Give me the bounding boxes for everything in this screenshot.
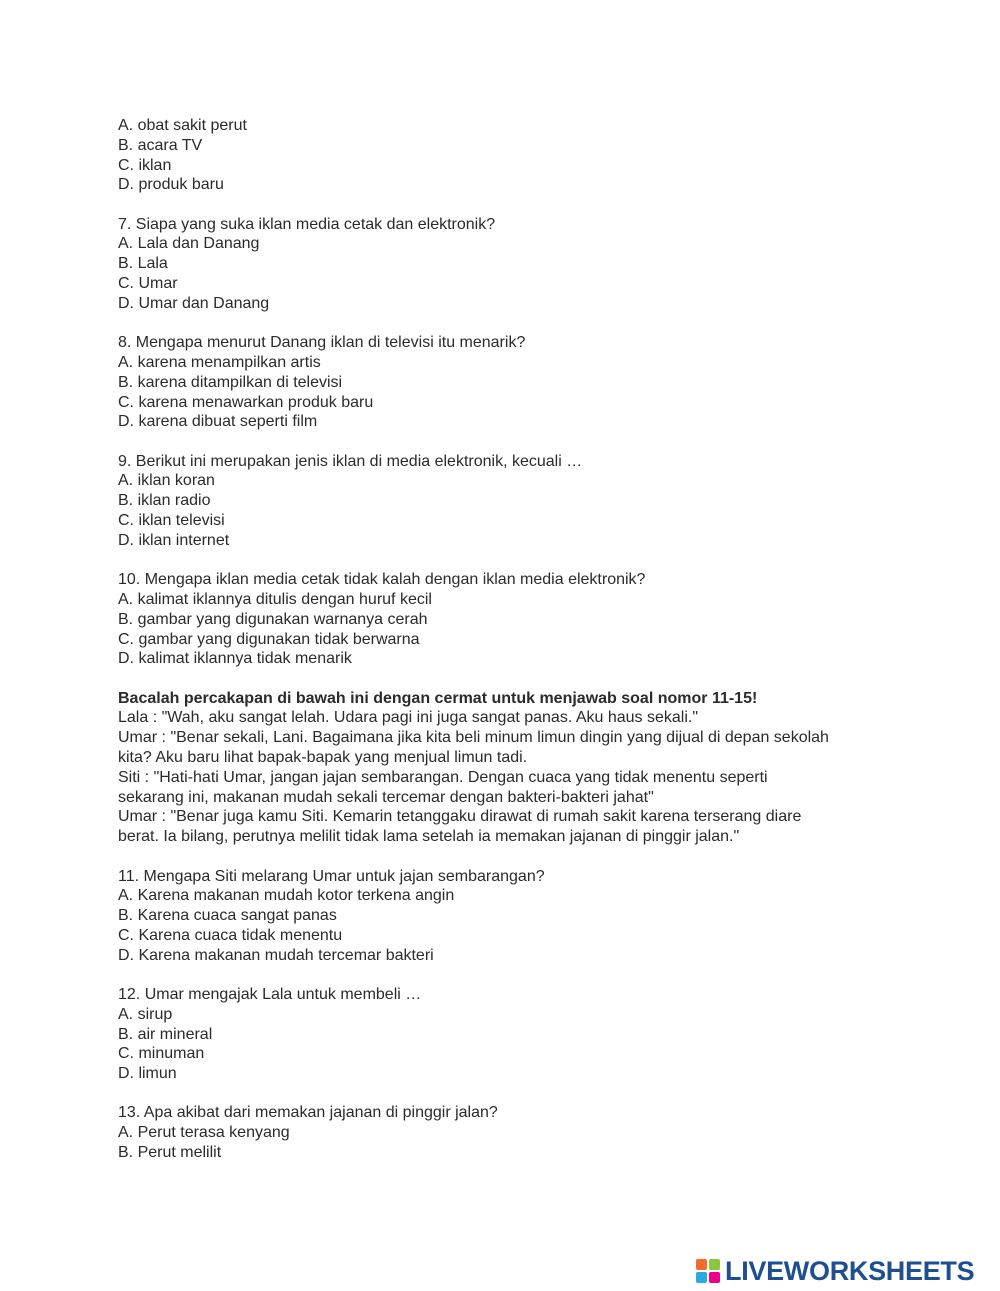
option-a: A. Lala dan Danang: [118, 235, 260, 253]
option-b: B. air mineral: [118, 1025, 213, 1043]
option-q6-a: A. obat sakit perut: [118, 117, 247, 134]
question-9: [118, 452, 888, 551]
question-11: [118, 867, 888, 966]
passage-line: kita? Aku baru lihat bapak-bapak yang menjual limun tadi.: [118, 749, 528, 767]
passage-line: berat. Ia bilang, perutnya melilit tidak lama setelah ia memakan jajanan di pinggir jalan.": [118, 828, 740, 846]
option-a: A. iklan koran: [118, 472, 215, 490]
passage: [118, 689, 888, 847]
option-c: C. Karena cuaca tidak menentu: [118, 926, 343, 944]
liveworksheets-logo-icon: [696, 1259, 720, 1283]
question-7: [118, 215, 888, 314]
option-b: B. iklan radio: [118, 492, 211, 510]
option-d: D. karena dibuat seperti film: [118, 413, 318, 431]
option-c: C. Umar: [118, 275, 178, 293]
option-c: C. minuman: [118, 1045, 205, 1063]
worksheet-content: [118, 116, 888, 1163]
question-text: 11. Mengapa Siti melarang Umar untuk jajan sembarangan?: [118, 867, 545, 885]
option-d: D. Karena makanan mudah tercemar bakteri: [118, 946, 434, 964]
passage-heading: Bacalah percakapan di bawah ini dengan cermat untuk menjawab soal nomor 11-15!: [118, 689, 758, 707]
passage-line: Umar : "Benar sekali, Lani. Bagaimana jika kita beli minum limun dingin yang dijual di depan sekolah: [118, 729, 829, 747]
question-text: 13. Apa akibat dari memakan jajanan di pinggir jalan?: [118, 1104, 498, 1122]
question-12: [118, 985, 888, 1084]
option-d: D. kalimat iklannya tidak menarik: [118, 650, 352, 668]
option-b: B. Perut melilit: [118, 1144, 222, 1162]
question-text: 10. Mengapa iklan media cetak tidak kalah dengan iklan media elektronik?: [118, 571, 646, 589]
option-b: B. gambar yang digunakan warnanya cerah: [118, 610, 428, 628]
passage-line: sekarang ini, makanan mudah sekali tercemar dengan bakteri-bakteri jahat": [118, 788, 654, 806]
option-q6-d: D. produk baru: [118, 176, 224, 194]
option-c: C. karena menawarkan produk baru: [118, 393, 374, 411]
passage-line: Siti : "Hati-hati Umar, jangan jajan sembarangan. Dengan cuaca yang tidak menentu seperti: [118, 768, 768, 786]
option-b: B. Karena cuaca sangat panas: [118, 907, 337, 925]
passage-line: Umar : "Benar juga kamu Siti. Kemarin tetanggaku dirawat di rumah sakit karena terserang diare: [118, 808, 802, 826]
option-d: D. iklan internet: [118, 531, 230, 549]
option-d: D. Umar dan Danang: [118, 294, 270, 312]
option-a: A. Perut terasa kenyang: [118, 1124, 290, 1142]
option-q6-b: B. acara TV: [118, 136, 203, 154]
option-c: C. iklan televisi: [118, 512, 225, 530]
option-a: A. karena menampilkan artis: [118, 353, 321, 371]
liveworksheets-logo: [696, 1256, 974, 1286]
question-8: [118, 333, 888, 432]
question-text: 9. Berikut ini merupakan jenis iklan di media elektronik, kecuali …: [118, 452, 583, 470]
option-a: A. Karena makanan mudah kotor terkena angin: [118, 887, 455, 905]
option-b: B. Lala: [118, 255, 168, 273]
question-10: [118, 570, 888, 669]
question-text: 8. Mengapa menurut Danang iklan di televisi itu menarik?: [118, 334, 526, 352]
option-q6-c: C. iklan: [118, 156, 172, 174]
option-b: B. karena ditampilkan di televisi: [118, 373, 343, 391]
question-text: 12. Umar mengajak Lala untuk membeli …: [118, 985, 422, 1003]
option-a: A. sirup: [118, 1005, 173, 1023]
option-a: A. kalimat iklannya ditulis dengan huruf kecil: [118, 590, 432, 608]
q6-options: [118, 116, 888, 195]
option-d: D. limun: [118, 1065, 177, 1083]
question-13: [118, 1103, 888, 1162]
passage-line: Lala : "Wah, aku sangat lelah. Udara pagi ini juga sangat panas. Aku haus sekali.": [118, 709, 699, 727]
option-c: C. gambar yang digunakan tidak berwarna: [118, 630, 420, 648]
logo-text: LIVEWORKSHEETS: [725, 1255, 975, 1286]
question-text: 7. Siapa yang suka iklan media cetak dan elektronik?: [118, 215, 496, 233]
